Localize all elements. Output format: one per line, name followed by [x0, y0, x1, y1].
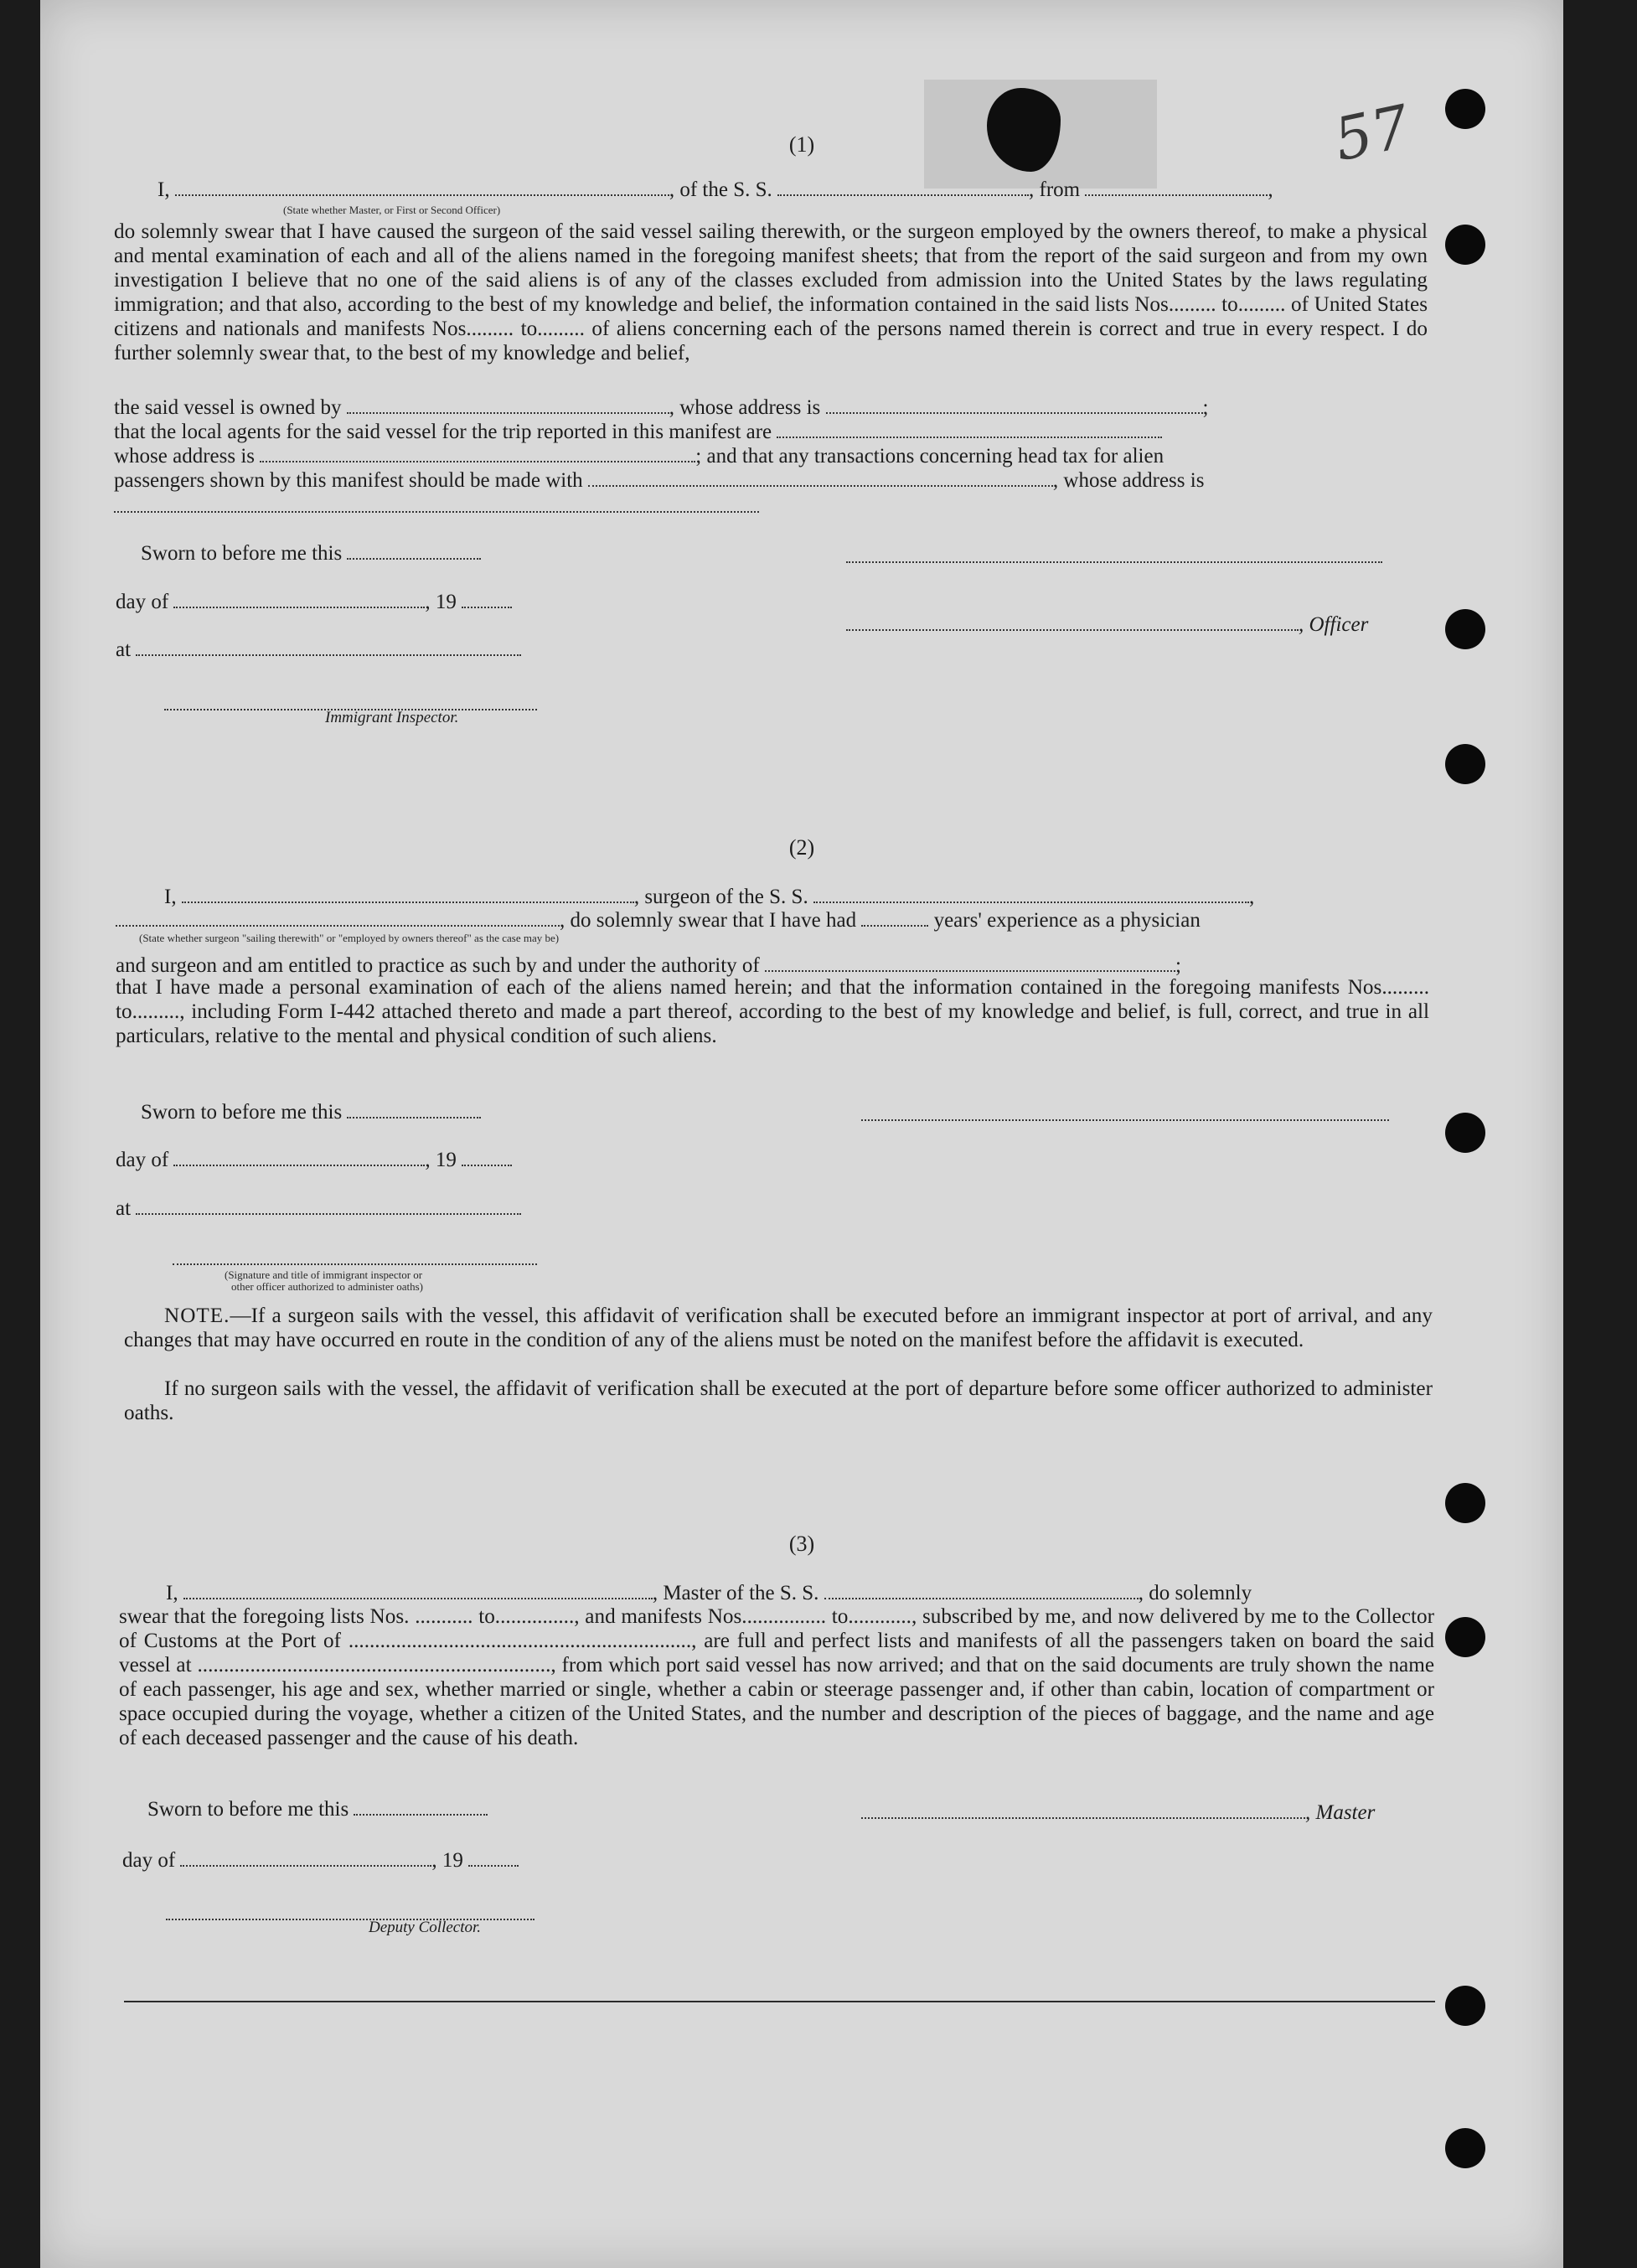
section-3-day-line: day of , 19 — [122, 1850, 519, 1871]
section-1-owned-line: the said vessel is owned by , whose address is ; — [114, 396, 1209, 419]
section-3-number: (3) — [788, 1532, 815, 1556]
section-2-note-2: If no surgeon sails with the vessel, the affidavit of verification shall be executed at the port of departure before some officer authorized to administer oaths. — [124, 1377, 1433, 1424]
section-2-inspector-signature — [173, 1248, 537, 1269]
binder-hole — [1445, 744, 1485, 784]
section-2-sworn-line: Sworn to before me this — [141, 1102, 481, 1123]
section-1-caption: (State whether Master, or First or Second Officer) — [283, 204, 501, 216]
section-1-address-fill — [114, 496, 759, 517]
section-1-agents-line: that the local agents for the said vessel for the trip reported in this manifest are — [114, 421, 1162, 442]
section-2-number: (2) — [788, 835, 815, 860]
section-2-day-line: day of , 19 — [116, 1149, 512, 1170]
section-2-signature-caption-2: other officer authorized to administer oaths) — [231, 1280, 423, 1293]
section-2-line-2: , do solemnly swear that I have had years' experience as a physician — [116, 910, 1201, 931]
section-2-signature-caption-1: (Signature and title of immigrant inspector or — [225, 1268, 423, 1281]
section-1-line-1: I, , of the S. S. , from , — [158, 178, 1273, 201]
section-1-day-line: day of , 19 — [116, 592, 512, 612]
section-1-number: (1) — [788, 132, 815, 157]
binder-hole — [1445, 89, 1485, 129]
binder-hole — [1445, 609, 1485, 649]
section-1-inspector-label: Immigrant Inspector. — [325, 709, 459, 726]
section-2-line-3: and surgeon and am entitled to practice as such by and under the authority of ; — [116, 954, 1181, 977]
section-1-whose-line: whose address is ; and that any transactions concerning head tax for alien — [114, 445, 1164, 468]
note-label: NOTE. — [164, 1304, 230, 1327]
binder-hole — [1445, 1986, 1485, 2026]
section-2-caption: (State whether surgeon "sailing therewith" or "employed by owners thereof" as the case may be) — [139, 932, 560, 944]
binder-hole — [1445, 1113, 1485, 1153]
bottom-rule — [124, 2001, 1435, 2002]
binder-hole — [1445, 2128, 1485, 2168]
section-3-paragraph: swear that the foregoing lists Nos. ........... to..............., and manifests Nos................ to............, subscribed by me, and now delivered by me to the Collector of Customs at the Port of ................................................................., are full and perfect lists and manifests of all the passengers taken on board the said vessel at ..................................................................., from which port said vessel has now arrived; and that on the said documents are truly shown the name of each passenger, his age and sex, whether married or single, whether a cabin or steerage passenger and, if other than cabin, location of compartment or space occupied during the voyage, whether a citizen of the United States, and the number and description of the pieces of baggage, and the name and age of each deceased passenger and the cause of his death. — [119, 1605, 1434, 1749]
section-1-sworn-line: Sworn to before me this — [141, 543, 481, 564]
section-2-paragraph: that I have made a personal examination of each of the aliens named herein; and that the information contained in the foregoing manifests Nos......... to........., including Form I-442 attached thereto and made a part thereof, according to the best of my knowledge and belief, is full, correct, and true in all particulars, relative to the mental and physical condition of such aliens. — [116, 976, 1429, 1047]
section-1-passengers-line: passengers shown by this manifest should be made with , whose address is — [114, 469, 1205, 492]
section-2-signature-line — [861, 1104, 1389, 1125]
section-1-paragraph: do solemnly swear that I have caused the surgeon of the said vessel sailing therewith, or the surgeon employed by the owners thereof, to make a physical and mental examination of each and all of the aliens named in the foregoing manifest sheets; that from the report of the said surgeon and from my own investigation I believe that no one of the said aliens is of any of the classes excluded from admission into the United States by the laws regulating immigration; and that also, according to the best of my knowledge and belief, the information contained in the said lists Nos......... to......... of United States citizens and nationals and manifests Nos......... to......... of aliens concerning each of the persons named therein is correct and true in every respect. I do further solemnly swear that, to the best of my knowledge and belief, — [114, 220, 1428, 364]
binder-hole — [1445, 1483, 1485, 1523]
section-3-collector-label: Deputy Collector. — [369, 1919, 482, 1936]
document-page — [40, 0, 1563, 2268]
section-1-officer-line: , Officer — [846, 614, 1368, 635]
section-1-at-line: at — [116, 639, 521, 660]
handwritten-page-number: 57 — [1328, 91, 1416, 175]
section-2-at-line: at — [116, 1198, 521, 1219]
binder-hole — [1445, 1617, 1485, 1657]
binder-hole — [1445, 225, 1485, 265]
section-3-sworn-line: Sworn to before me this — [147, 1799, 488, 1820]
section-1-officer-signature-line — [846, 546, 1382, 567]
section-3-line-1: I, , Master of the S. S. , do solemnly — [166, 1582, 1252, 1604]
section-3-master-line: , Master — [861, 1802, 1375, 1823]
section-2-note — [124, 1304, 1433, 1352]
section-2-line-1: I, , surgeon of the S. S. , — [164, 886, 1255, 908]
note-text: —If a surgeon sails with the vessel, this affidavit of verification shall be executed before an immigrant inspector at port of arrival, and any changes that may have occurred en route in the condition of any of the aliens must be noted on the manifest before the affidavit is executed. — [124, 1304, 1433, 1351]
